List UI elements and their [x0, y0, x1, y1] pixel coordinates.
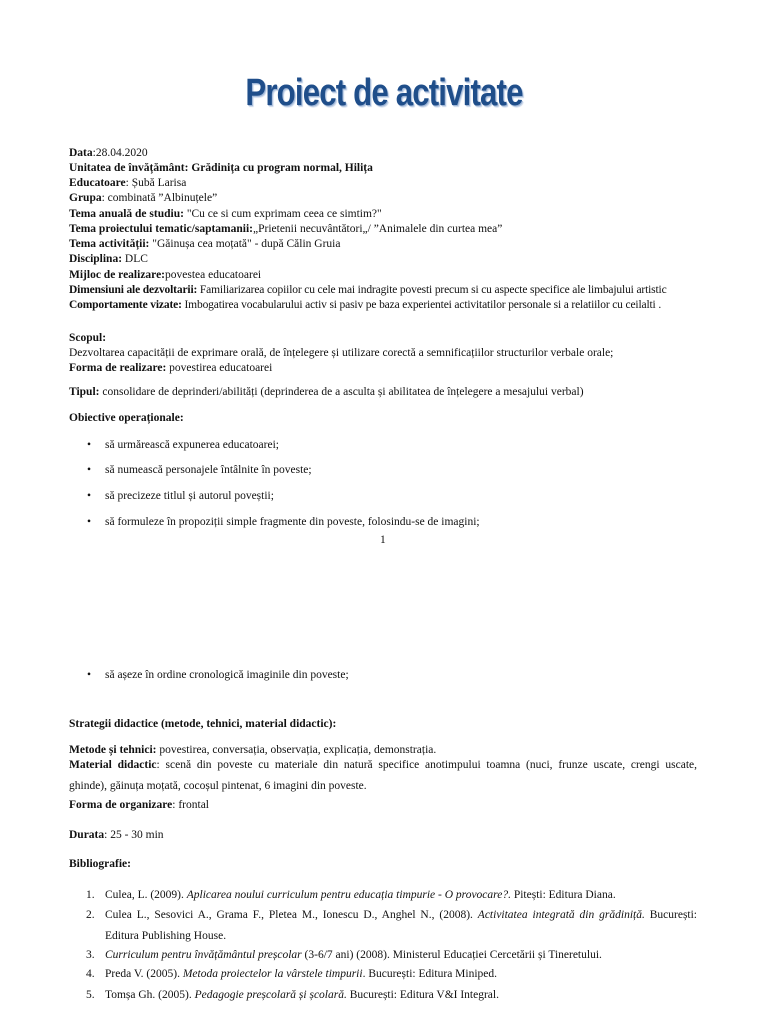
field-label: Dimensiuni ale dezvoltarii:: [69, 284, 198, 296]
field-grupa: [69, 191, 217, 206]
bullet-icon: •: [87, 516, 92, 528]
tipul: [69, 385, 584, 400]
bib-title: Aplicarea noului curriculum pentru educația timpurie - O provocare?.: [186, 889, 511, 901]
field-label: Grupa: [69, 192, 102, 204]
field-value: "Găinușa cea moțată" - după Călin Gruia: [149, 238, 341, 250]
bib-number: 5.: [86, 989, 95, 1001]
material-line-1: [69, 758, 697, 773]
field-label: Material didactic: [69, 759, 157, 771]
page-number: 1: [380, 534, 386, 546]
bib-item: [105, 908, 697, 923]
objectives-heading: Obiective operaționale:: [69, 412, 184, 424]
field-value: "Cu ce si cum exprimam ceea ce simtim?": [183, 208, 382, 220]
field-label: Educatoare: [69, 177, 126, 189]
objective-item: să precizeze titlul și autorul poveștii;: [105, 490, 274, 502]
bib-item: [105, 888, 616, 903]
field-value: : frontal: [172, 799, 209, 811]
bib-author: Preda V. (2005).: [105, 968, 183, 980]
objective-item: să așeze în ordine cronologică imaginile din poveste;: [105, 669, 349, 681]
field-label: Disciplina:: [69, 253, 123, 265]
field-label: Metode și tehnici:: [69, 744, 157, 756]
field-value: povestea educatoarei: [165, 269, 262, 281]
field-label: Data: [69, 147, 93, 159]
field-label: Tema anuală de studiu:: [69, 208, 184, 220]
forma-organizare: [69, 798, 209, 813]
forma-realizare: [69, 361, 272, 376]
field-disciplina: [69, 252, 148, 267]
bib-title: Pedagogie preșcolară și școlară.: [194, 989, 347, 1001]
field-value: Familiarizarea copiilor cu cele mai indragite povesti precum si cu aspecte specifice ale limbajului artistic: [197, 284, 667, 296]
bib-item-continuation: Editura Publishing House.: [105, 930, 227, 942]
objective-item: să urmărească expunerea educatoarei;: [105, 439, 279, 451]
field-label: Durata: [69, 829, 105, 841]
field-tema-anuala: [69, 207, 382, 222]
field-mijloc: [69, 268, 261, 283]
bib-title: Curriculum pentru învățământul preșcolar: [105, 949, 302, 961]
field-tema-proiect: [69, 222, 502, 237]
bib-item: [105, 948, 602, 963]
field-value: DLC: [122, 253, 148, 265]
bib-number: 2.: [86, 909, 95, 921]
bib-number: 1.: [86, 889, 95, 901]
bib-title: Metoda proiectelor la vârstele timpurii: [182, 968, 363, 980]
field-label: Tema proiectului tematic/saptamanii:: [69, 223, 253, 235]
field-educatoare: [69, 176, 186, 191]
bibliografie-heading: Bibliografie:: [69, 858, 131, 870]
field-label: Forma de organizare: [69, 799, 173, 811]
bib-publisher: . București: Editura Miniped.: [362, 968, 498, 980]
bullet-icon: •: [87, 669, 92, 681]
strategii-heading: Strategii didactice (metode, tehnici, material didactic):: [69, 718, 337, 730]
field-label: Tema activității:: [69, 238, 150, 250]
bib-item: [105, 967, 497, 982]
bullet-icon: •: [87, 464, 92, 476]
metode: [69, 743, 436, 758]
bib-publisher: București: Editura V&I Integral.: [346, 989, 499, 1001]
bib-publisher: (3-6/7 ani) (2008). Ministerul Educației Cercetării și Tineretului.: [301, 949, 602, 961]
objective-item: să numească personajele întâlnite în poveste;: [105, 464, 312, 476]
field-label: Forma de realizare:: [69, 362, 167, 374]
bib-publisher: Pitești: Editura Diana.: [510, 889, 616, 901]
bullet-icon: •: [87, 439, 92, 451]
field-value: : scenă din poveste cu materiale din natură specifice anotimpului toamna (nuci, frunze uscate, crengi uscate,: [156, 759, 697, 771]
objective-item: să formuleze în propoziții simple fragmente din poveste, folosindu-se de imagini;: [105, 516, 480, 528]
field-unitatea: [69, 161, 373, 176]
material-line-2: ghinde), găinuța moțată, cocoșul pintenat, 6 imagini din poveste.: [69, 780, 367, 792]
field-value: : Șubă Larisa: [125, 177, 187, 189]
bullet-icon: •: [87, 490, 92, 502]
durata: [69, 828, 164, 843]
field-label: Unitatea de învățământ: Grădinița cu program normal, Hilița: [69, 162, 373, 174]
scopul-heading: Scopul:: [69, 332, 107, 344]
field-value: Imbogatirea vocabularului activ si pasiv pe baza experientei activitatilor personale si a relatiilor cu ceilalti .: [181, 299, 662, 311]
field-value: povestirea educatoarei: [166, 362, 273, 374]
bib-author: Culea, L. (2009).: [105, 889, 187, 901]
bib-publisher: București:: [644, 909, 698, 921]
bib-author: Tomșa Gh. (2005).: [105, 989, 195, 1001]
field-label: Mijloc de realizare:: [69, 269, 166, 281]
field-dimensiuni: [69, 283, 667, 298]
field-value: povestirea, conversația, observația, explicația, demonstrația.: [156, 744, 437, 756]
bib-number: 3.: [86, 949, 95, 961]
field-value: consolidare de deprinderi/abilități (deprinderea de a asculta și abilitatea de înțelegere a mesajului verbal): [99, 386, 584, 398]
field-comportamente: [69, 298, 661, 313]
field-data: [69, 146, 148, 161]
field-value: :28.04.2020: [92, 147, 148, 159]
bib-title: Activitatea integrată din grădiniță.: [477, 909, 645, 921]
field-value: : combinată ”Albinuțele”: [101, 192, 218, 204]
field-tema-activitatii: [69, 237, 340, 252]
bib-author: Culea L., Sesovici A., Grama F., Pletea M., Ionescu D., Anghel N., (2008).: [105, 909, 478, 921]
bib-number: 4.: [86, 968, 95, 980]
field-value: „Prietenii necuvântători„/ ”Animalele din curtea mea”: [253, 223, 503, 235]
page-title: Proiect de activitate: [245, 72, 523, 114]
field-label: Tipul:: [69, 386, 100, 398]
bib-item: [105, 988, 499, 1003]
scopul-text: Dezvoltarea capacității de exprimare orală, de înțelegere și utilizare corectă a semnificațiilor structurilor verbale orale;: [69, 347, 614, 359]
field-value: : 25 - 30 min: [104, 829, 164, 841]
field-label: Comportamente vizate:: [69, 299, 182, 311]
